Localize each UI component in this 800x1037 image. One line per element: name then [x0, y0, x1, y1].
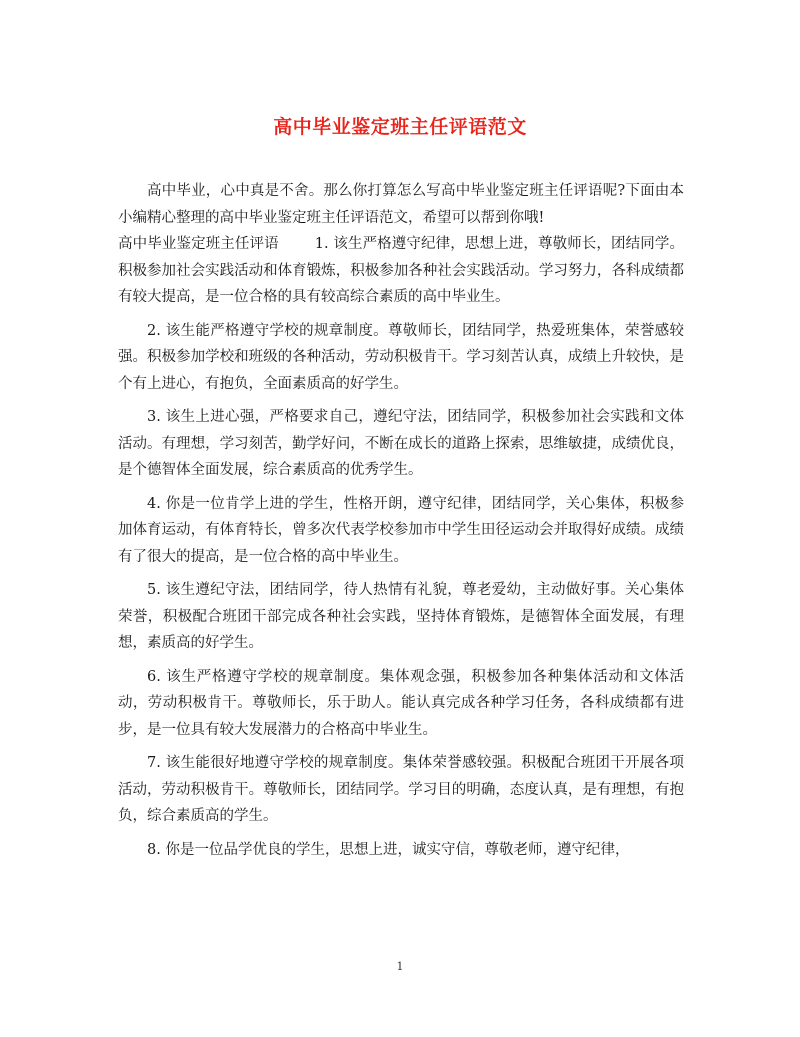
comment-item-8: 8. 你是一位品学优良的学生，思想上进，诚实守信，尊敬老师，遵守纪律，	[147, 841, 630, 858]
comment-item-1: 1. 该生严格遵守纪律，思想上进，尊敬师长，团结同学。积极参加社会实践活动和体育锻炼，积极参加各种社会实践活动。学习努力，各科成绩都有较大提高，是一位合格的具有较高综合素质的高中毕业生。	[118, 236, 684, 305]
document-title: 高中毕业鉴定班主任评语范文	[273, 116, 527, 138]
first-comment-paragraph	[118, 231, 684, 311]
comment-item-6: 6. 该生严格遵守学校的规章制度。集体观念强，积极参加各种集体活动和文体活动，劳动积极肯干。尊敬师长，乐于助人。能认真完成各种学习任务，各科成绩都有进步，是一位具有较大发展潜力的合格高中毕业生。	[118, 668, 684, 738]
comment-item-7: 7. 该生能很好地遵守学校的规章制度。集体荣誉感较强。积极配合班团干开展各项活动，劳动积极肯干。尊敬师长，团结同学。学习目的明确，态度认真，是有理想，有抱负，综合素质高的学生。	[118, 755, 684, 824]
document-body	[118, 178, 684, 863]
comment-item-3: 3. 该生上进心强，严格要求自己，遵纪守法，团结同学，积极参加社会实践和文体活动。有理想，学习刻苦，勤学好问，不断在成长的道路上探索，思维敏捷，成绩优良，是个德智体全面发展，综合素质高的优秀学生。	[118, 409, 684, 478]
comment-item-4: 4. 你是一位肯学上进的学生，性格开朗，遵守纪律，团结同学，关心集体，积极参加体育运动，有体育特长，曾多次代表学校参加市中学生田径运动会并取得好成绩。成绩有了很大的提高，是一位合格的高中毕业生。	[118, 495, 684, 565]
page-number: 1	[396, 960, 404, 973]
comment-item-2: 2. 该生能严格遵守学校的规章制度。尊敬师长，团结同学，热爱班集体，荣誉感较强。积极参加学校和班级的各种活动，劳动积极肯干。学习刻苦认真，成绩上升较快，是个有上进心，有抱负，全面素质高的好学生。	[118, 322, 684, 392]
comment-item-5: 5. 该生遵纪守法，团结同学，待人热情有礼貌，尊老爱幼，主动做好事。关心集体荣誉，积极配合班团干部完成各种社会实践，坚持体育锻炼，是德智体全面发展，有理想，素质高的好学生。	[118, 582, 684, 651]
subheading: 高中毕业鉴定班主任评语	[118, 236, 279, 252]
intro-paragraph: 高中毕业，心中真是不舍。那么你打算怎么写高中毕业鉴定班主任评语呢?下面由本小编精心整理的高中毕业鉴定班主任评语范文，希望可以帮到你哦!	[118, 183, 684, 226]
